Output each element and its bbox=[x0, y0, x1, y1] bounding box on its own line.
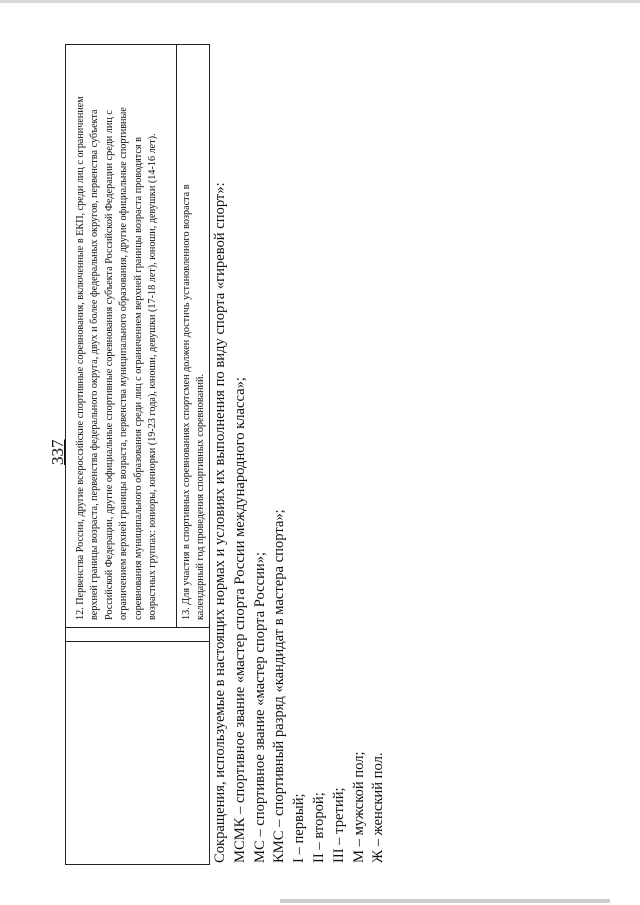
abbreviation-item: Ж – женский пол. bbox=[370, 752, 387, 863]
item-13-line: 13. Для участия в спортивных соревнованиях спортсмен должен достичь установленного возраста в bbox=[181, 184, 192, 620]
item-12-line: 12. Первенства России, другие всероссийские спортивные соревнования, включенные в ЕКП, среди лиц с ограничением bbox=[75, 96, 86, 620]
item-13-line: календарный год проведения спортивных соревнований. bbox=[195, 374, 207, 620]
table-left-column bbox=[66, 627, 209, 864]
abbreviation-item: КМС – спортивный разряд «кандидат в мастера спорта»; bbox=[271, 509, 288, 863]
table-row-divider bbox=[176, 45, 177, 628]
item-12-line: Российской Федерации, другие официальные спортивные соревнования субъекта Российской Федерации среди лиц с bbox=[103, 110, 115, 620]
abbreviation-item: I – первый; bbox=[291, 793, 308, 863]
item-12-line: возрастных группах: юниоры, юниорки (19-23 года), юноши, девушки (17-18 лет), юноши, девушки (14-16 лет). bbox=[147, 133, 159, 620]
item-12-line: ограничением верхней границы возраста, первенства муниципального образования, другие официальные спортивные bbox=[118, 107, 130, 620]
abbreviation-item: II – второй; bbox=[310, 792, 327, 863]
abbreviation-item: МСМК – спортивное звание «мастер спорта России международного класса»; bbox=[231, 377, 248, 863]
abbreviations-section bbox=[211, 33, 389, 863]
item-12-line: соревнования муниципального образования среди лиц с ограничением верхней границы возраста проводятся в bbox=[132, 137, 144, 620]
table-item-13 bbox=[180, 53, 209, 620]
page-number: 337 bbox=[48, 439, 67, 465]
table-item-12 bbox=[74, 53, 160, 620]
abbreviations-heading: Сокращения, используемые в настоящих нормах и условиях их выполнения по виду спорта «гиревой спорт»: bbox=[212, 182, 228, 863]
table-inner-rule bbox=[66, 641, 209, 642]
table-text-column bbox=[66, 45, 209, 628]
conditions-table bbox=[65, 44, 210, 865]
abbreviation-item: М – мужской пол; bbox=[350, 751, 367, 863]
abbreviation-item: III – третий; bbox=[330, 787, 347, 863]
abbreviation-item: МС – спортивное звание «мастер спорта России»; bbox=[251, 551, 268, 863]
item-12-line: верхней границы возраста, первенства федерального округа, двух и более федеральных округов, первенства субъекта bbox=[89, 109, 101, 620]
